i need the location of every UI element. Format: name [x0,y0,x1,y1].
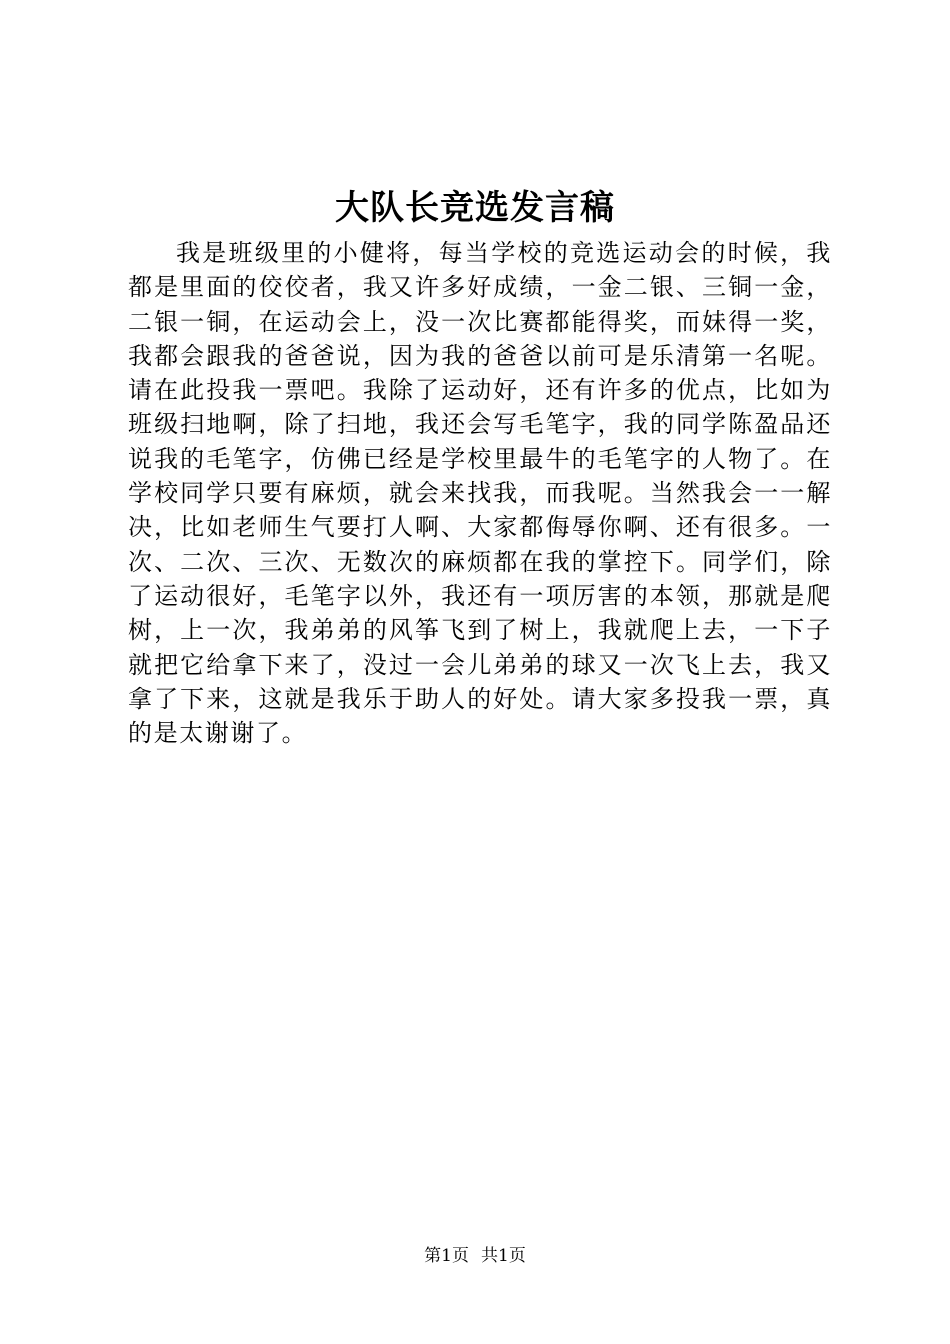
document-title: 大队长竞选发言稿 [335,188,615,228]
page-total: 共1页 [481,1246,526,1266]
body-paragraph: 我是班级里的小健将，每当学校的竞选运动会的时候，我都是里面的佼佼者，我又许多好成绩，一金二银、三铜一金，二银一铜，在运动会上，没一次比赛都能得奖，而妹得一奖，我都会跟我的爸爸说，因为我的爸爸以前可是乐清第一名呢。请在此投我一票吧。我除了运动好，还有许多的优点，比如为班级扫地啊，除了扫地，我还会写毛笔字，我的同学陈盈品还说我的毛笔字，仿佛已经是学校里最牛的毛笔字的人物了。在学校同学只要有麻烦，就会来找我，而我呢。当然我会一一解决，比如老师生气要打人啊、大家都侮辱你啊、还有很多。一次、二次、三次、无数次的麻烦都在我的掌控下。同学们，除了运动很好，毛笔字以外，我还有一项厉害的本领，那就是爬树，上一次，我弟弟的风筝飞到了树上，我就爬上去，一下子就把它给拿下来了，没过一会儿弟弟的球又一次飞上去，我又拿了下来，这就是我乐于助人的好处。请大家多投我一票，真的是太谢谢了。 [128,239,832,748]
page-number: 第1页 [424,1246,469,1266]
page-footer [0,1244,950,1268]
